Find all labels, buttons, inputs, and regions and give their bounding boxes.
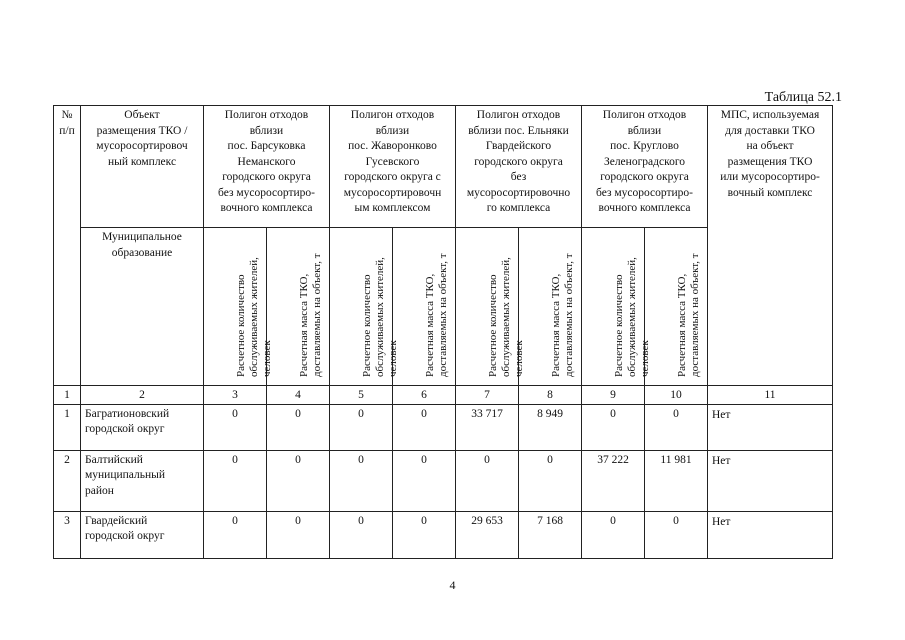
page-number: 4 [449,578,456,592]
cell-value: 0 [519,450,582,511]
row-municipality: Балтийский муниципальный район [81,450,204,511]
cell-value: 33 717 [456,404,519,450]
cell-value: 11 981 [645,450,708,511]
col-number: 2 [81,386,204,405]
col-number: 1 [54,386,81,405]
row-mps: Нет [708,511,833,558]
subheader-mass: Расчетная масса ТКО, доставляемых на объект, т [267,228,330,386]
cell-value: 8 949 [519,404,582,450]
header-mps: МПС, используемая для доставки ТКО на объект размещения ТКО или мусоросортиро- вочный комплекс [708,106,833,386]
cell-value: 7 168 [519,511,582,558]
row-municipality: Гвардейский городской округ [81,511,204,558]
header-site-1: Полигон отходов вблизи пос. Барсуковка Неманского городского округа без мусоросортиро- вочного комплекса [204,106,330,228]
cell-value: 0 [645,404,708,450]
cell-value: 0 [267,450,330,511]
col-number: 4 [267,386,330,405]
table-row [54,450,833,511]
cell-value: 0 [582,404,645,450]
cell-value: 0 [267,404,330,450]
cell-value: 0 [456,450,519,511]
subheader-population: Расчетное количество обслуживаемых жителей, человек [330,228,393,386]
col-number: 7 [456,386,519,405]
cell-value: 0 [393,404,456,450]
table-caption: Таблица 52.1 [764,90,842,105]
col-number: 9 [582,386,645,405]
col-number: 10 [645,386,708,405]
row-number: 3 [54,511,81,558]
cell-value: 37 222 [582,450,645,511]
cell-value: 0 [204,404,267,450]
header-municipality: Муниципальное образование [81,228,204,386]
col-number: 5 [330,386,393,405]
subheader-population: Расчетное количество обслуживаемых жителей, человек [456,228,519,386]
row-number: 2 [54,450,81,511]
cell-value: 29 653 [456,511,519,558]
cell-value: 0 [393,450,456,511]
row-mps: Нет [708,450,833,511]
row-number: 1 [54,404,81,450]
header-num: № п/п [54,106,81,386]
cell-value: 0 [330,450,393,511]
col-number: 8 [519,386,582,405]
cell-value: 0 [204,450,267,511]
cell-value: 0 [645,511,708,558]
subheader-mass: Расчетная масса ТКО, доставляемых на объект, т [645,228,708,386]
cell-value: 0 [393,511,456,558]
waste-facilities-table [53,105,833,559]
cell-value: 0 [330,404,393,450]
cell-value: 0 [267,511,330,558]
header-site-2: Полигон отходов вблизи пос. Жаворонково Гусевского городского округа с мусоросортировочн ым комплексом [330,106,456,228]
row-mps: Нет [708,404,833,450]
header-site-4: Полигон отходов вблизи пос. Круглово Зеленоградского городского округа без мусоросортиро- вочного комплекса [582,106,708,228]
subheader-mass: Расчетная масса ТКО, доставляемых на объект, т [393,228,456,386]
cell-value: 0 [582,511,645,558]
col-number: 11 [708,386,833,405]
column-number-row [54,386,833,405]
col-number: 3 [204,386,267,405]
subheader-mass: Расчетная масса ТКО, доставляемых на объект, т [519,228,582,386]
table-row [54,511,833,558]
row-municipality: Багратионовский городской округ [81,404,204,450]
cell-value: 0 [204,511,267,558]
table-row [54,404,833,450]
col-number: 6 [393,386,456,405]
cell-value: 0 [330,511,393,558]
header-site-3: Полигон отходов вблизи пос. Ельняки Гвардейского городского округа без мусоросортировочно го комплекса [456,106,582,228]
subheader-population: Расчетное количество обслуживаемых жителей, человек [204,228,267,386]
header-object: Объект размещения ТКО / мусоросортировоч ный комплекс [81,106,204,228]
subheader-population: Расчетное количество обслуживаемых жителей, человек [582,228,645,386]
